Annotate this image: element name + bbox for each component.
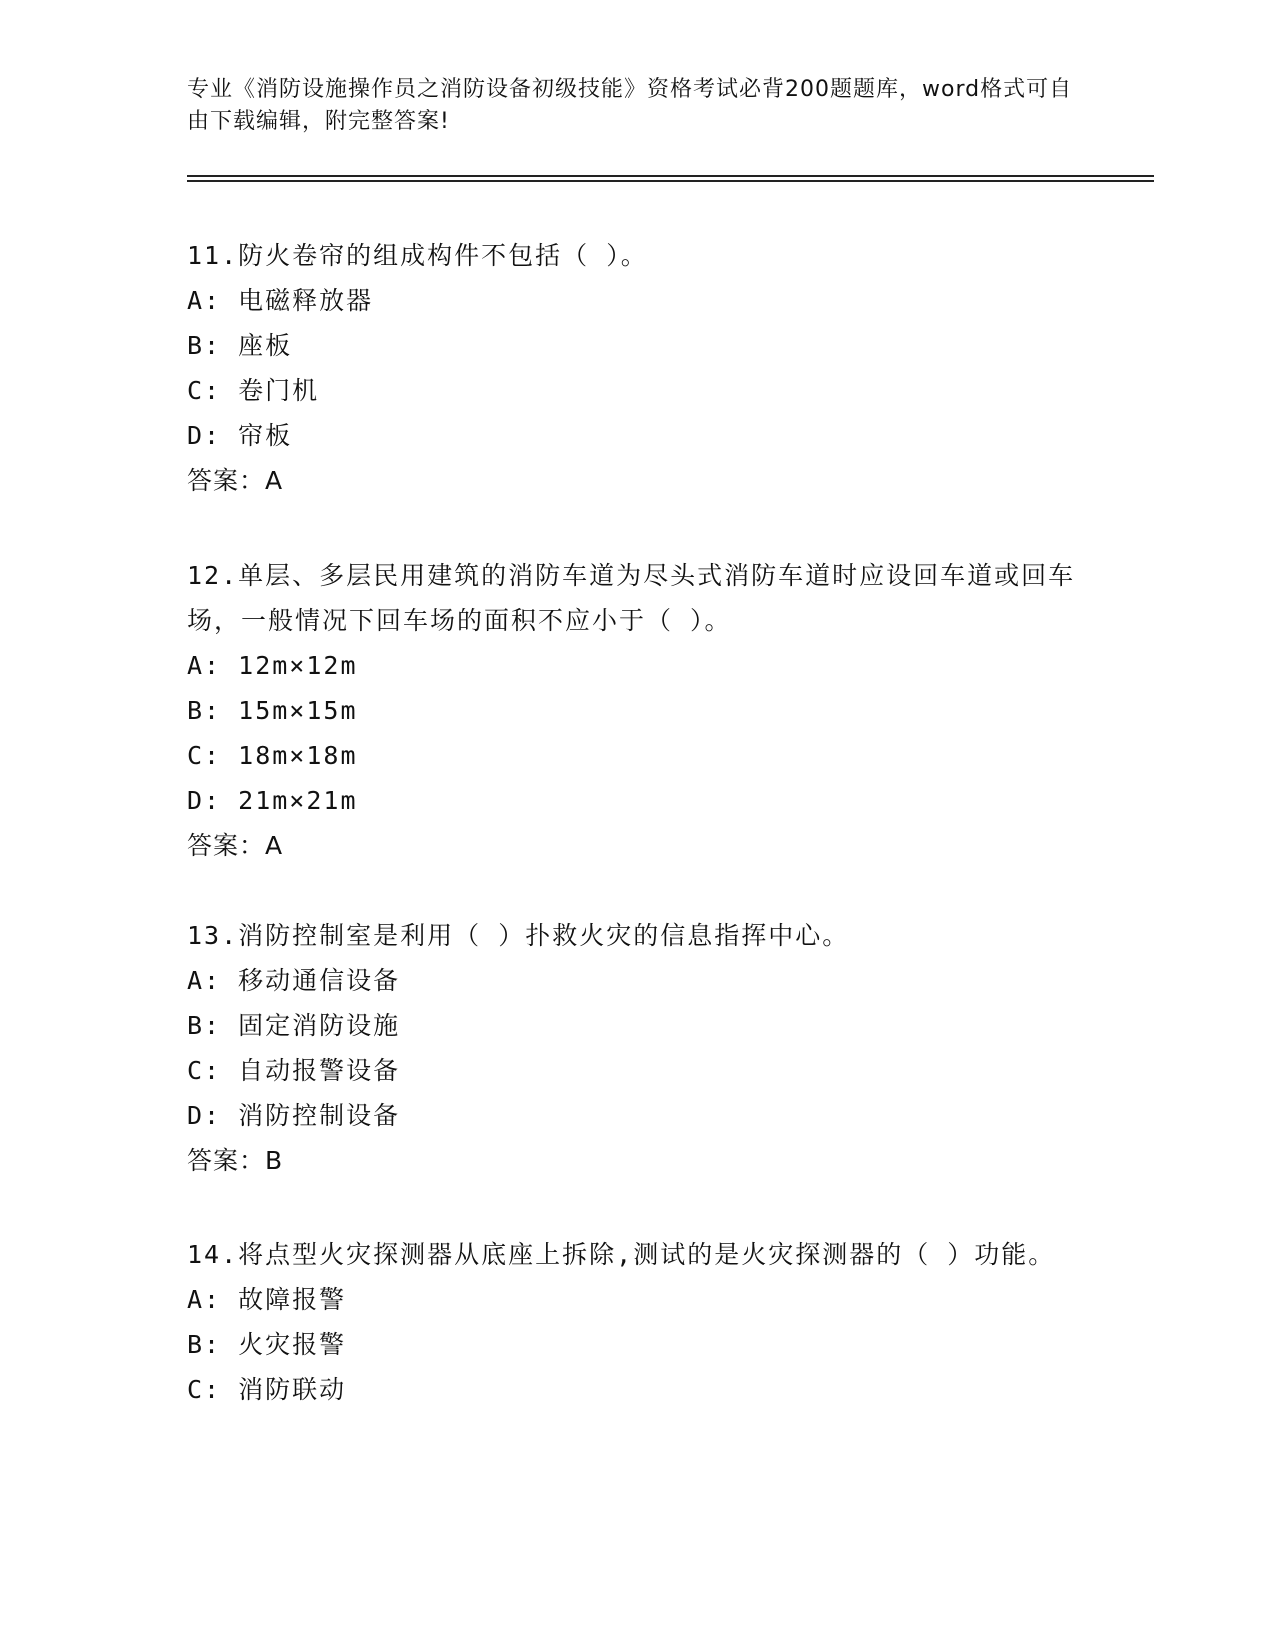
option-a: A: 移动通信设备 bbox=[187, 966, 401, 995]
option-c: C: 卷门机 bbox=[187, 376, 320, 405]
question-item bbox=[187, 1232, 1087, 1412]
question-stem: 13.消防控制室是利用（ ）扑救火灾的信息指挥中心。 bbox=[187, 921, 850, 950]
option-b: B: 火灾报警 bbox=[187, 1330, 347, 1359]
option-b: B: 座板 bbox=[187, 331, 293, 360]
option-a: A: 电磁释放器 bbox=[187, 286, 374, 315]
question-stem: 14.将点型火灾探测器从底座上拆除,测试的是火灾探测器的（ ）功能。 bbox=[187, 1240, 1056, 1269]
option-a: A: 故障报警 bbox=[187, 1285, 347, 1314]
document-header-text: 专业《消防设施操作员之消防设备初级技能》资格考试必背200题题库，word格式可自由下载编辑，附完整答案! bbox=[187, 77, 1073, 134]
option-d: D: 消防控制设备 bbox=[187, 1101, 401, 1130]
option-d: D: 帘板 bbox=[187, 421, 293, 450]
option-d: D: 21m×21m bbox=[187, 786, 358, 815]
header-rule-top bbox=[187, 175, 1154, 177]
question-stem: 12.单层、多层民用建筑的消防车道为尽头式消防车道时应设回车道或回车场，一般情况下回车场的面积不应小于（ ）。 bbox=[187, 561, 1076, 635]
option-c: C: 自动报警设备 bbox=[187, 1056, 401, 1085]
header-rule-bottom bbox=[187, 180, 1154, 182]
answer-line: 答案：B bbox=[187, 1146, 284, 1175]
question-stem: 11.防火卷帘的组成构件不包括（ ）。 bbox=[187, 241, 648, 270]
option-c: C: 18m×18m bbox=[187, 741, 358, 770]
answer-line: 答案：A bbox=[187, 466, 284, 495]
question-item bbox=[187, 913, 1087, 1183]
question-item bbox=[187, 553, 1087, 868]
option-b: B: 15m×15m bbox=[187, 696, 358, 725]
option-a: A: 12m×12m bbox=[187, 651, 358, 680]
option-c: C: 消防联动 bbox=[187, 1375, 347, 1404]
question-item bbox=[187, 233, 1087, 503]
option-b: B: 固定消防设施 bbox=[187, 1011, 401, 1040]
answer-line: 答案：A bbox=[187, 831, 284, 860]
